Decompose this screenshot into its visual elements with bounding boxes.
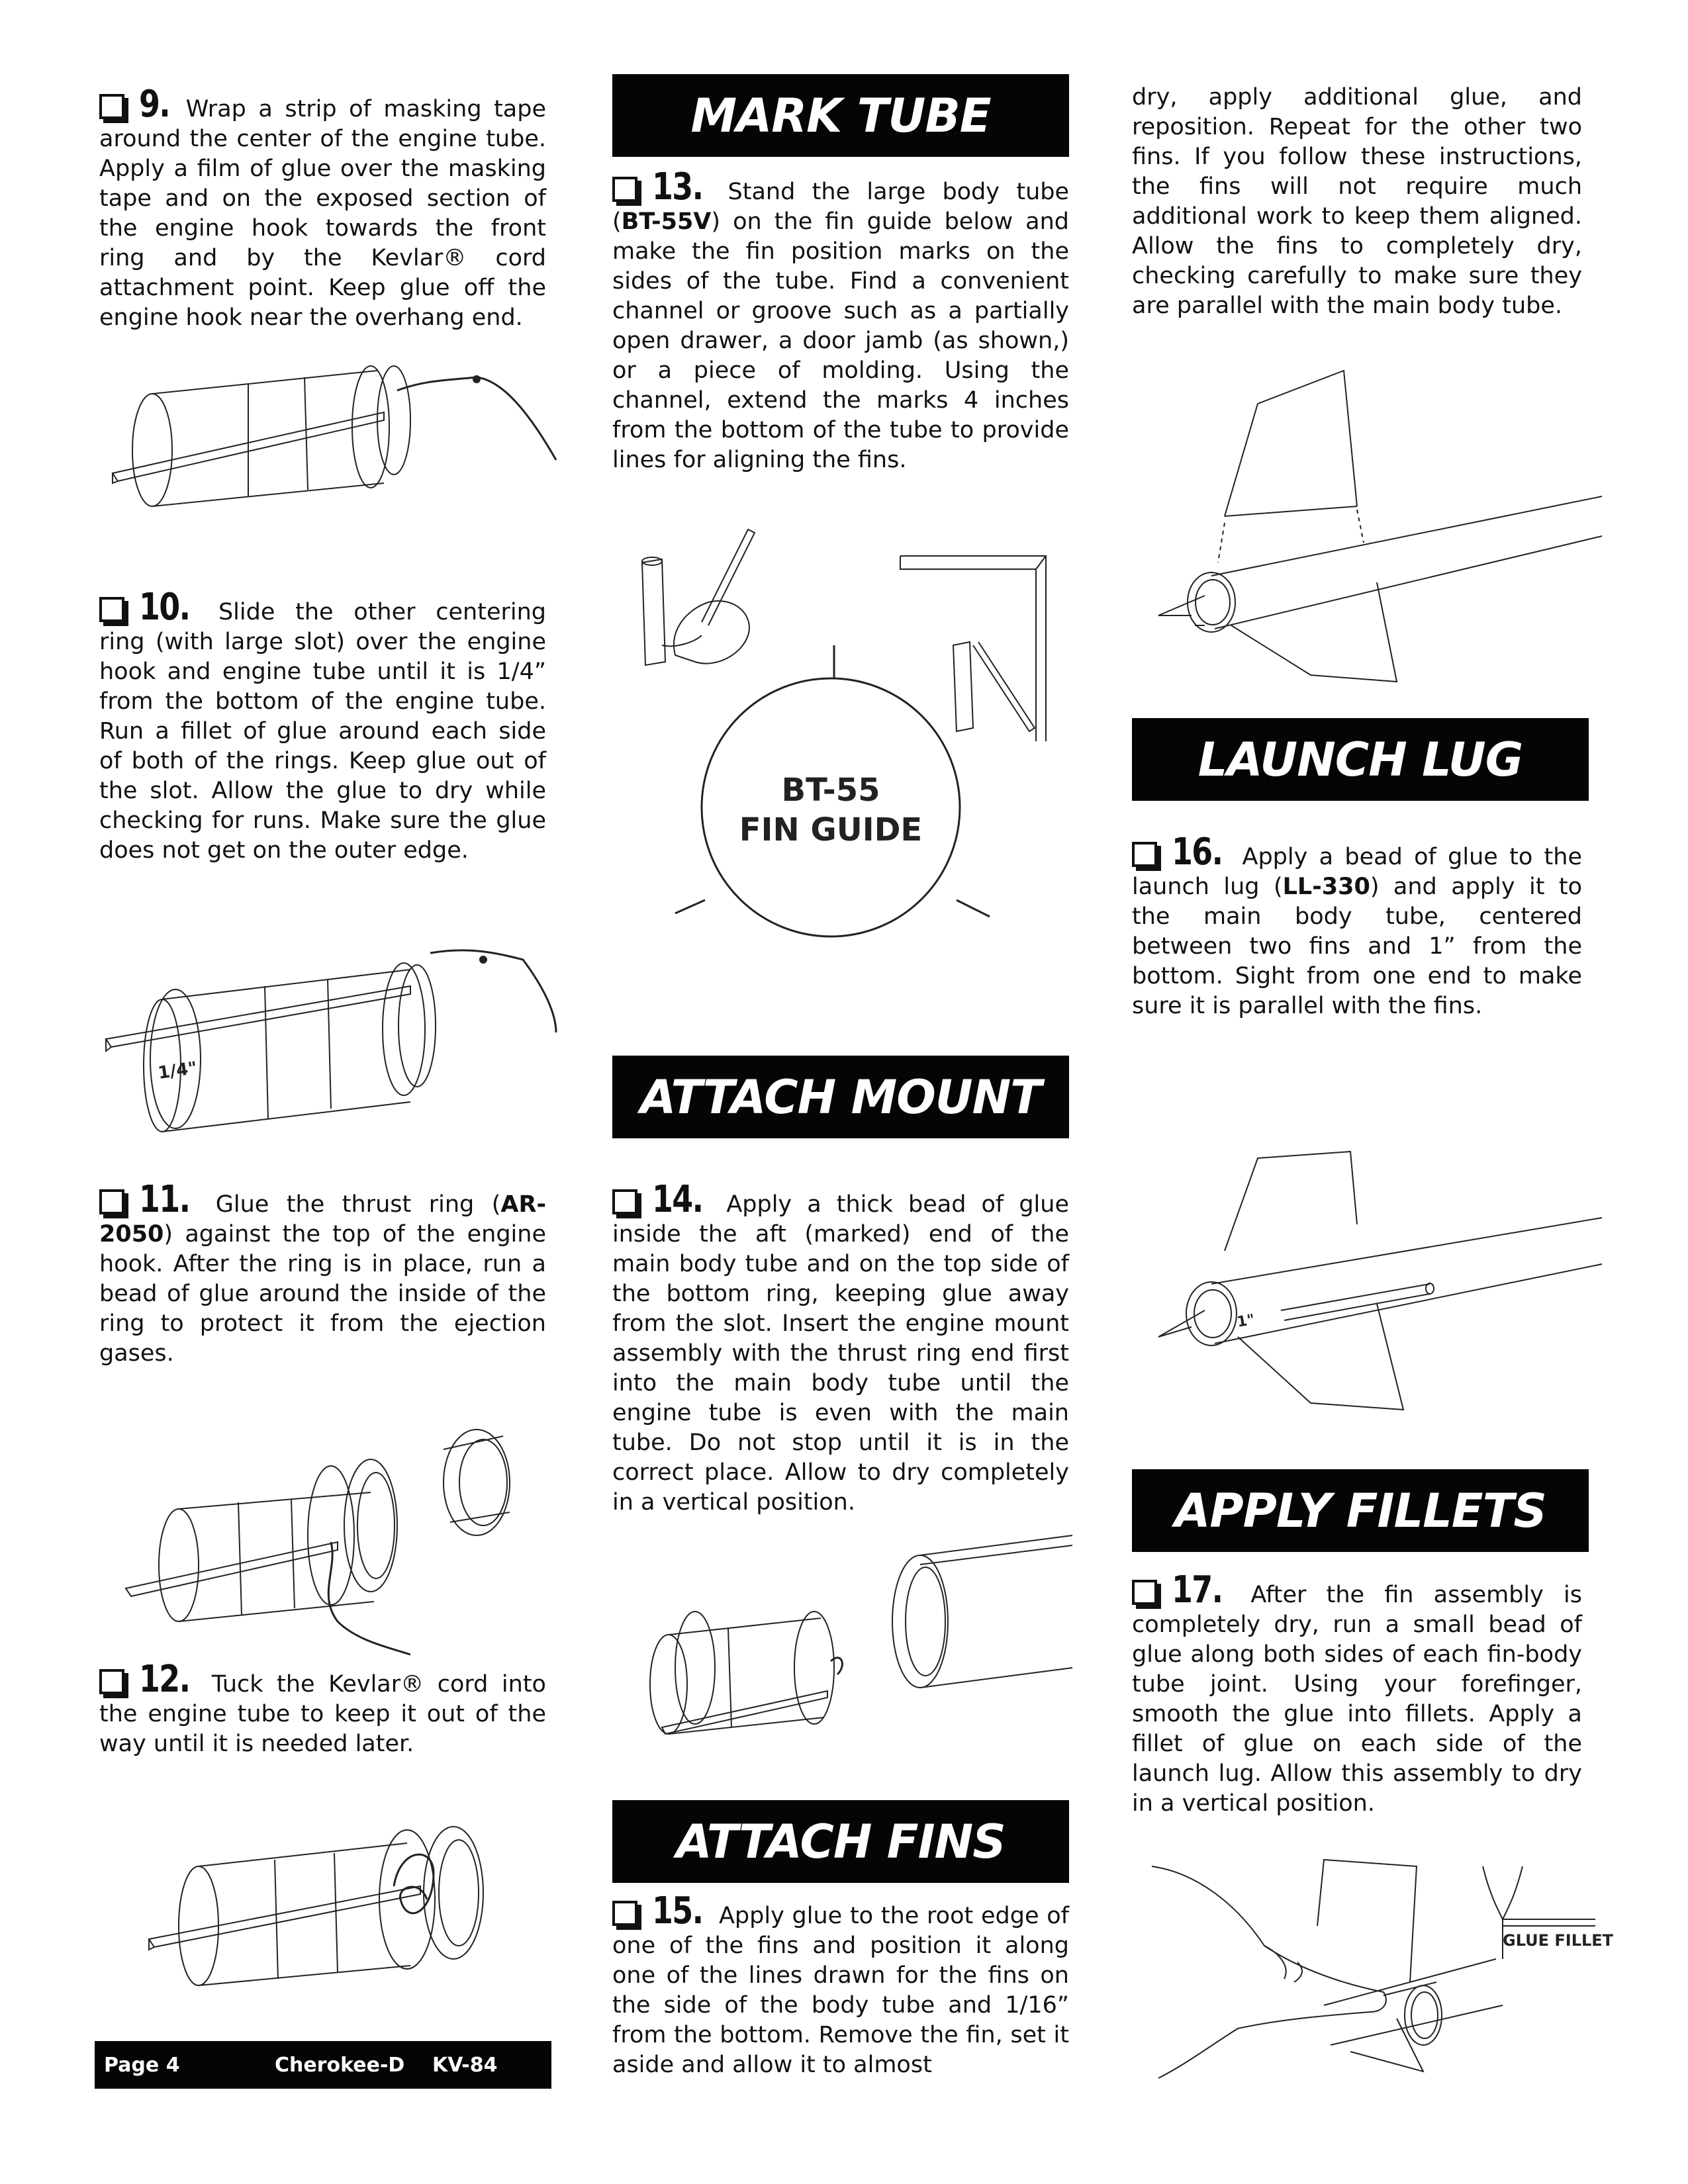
part-number: BT-55V xyxy=(621,208,712,235)
kevlar-tucked-figure xyxy=(142,1807,513,2005)
checkbox-icon[interactable] xyxy=(1132,1580,1157,1605)
glue-fillet-label: GLUE FILLET xyxy=(1503,1931,1614,1950)
banner-launch-lug: LAUNCH LUG xyxy=(1132,718,1589,801)
step-text: Wrap a strip of masking tape around the center of the engine tube. Apply a film of glue over the masking tape and on the exposed section of the engine hook towards the front ring and by the Kevlar® cord attachment point. Keep glue off the engine hook near the overhang end. xyxy=(99,96,546,331)
checkbox-icon[interactable] xyxy=(612,1189,637,1214)
step-9 xyxy=(99,83,546,333)
engine-tube-tape-figure xyxy=(106,354,563,539)
step-number: 9. xyxy=(139,83,170,126)
step-15-continued xyxy=(1132,83,1582,321)
step-number: 17. xyxy=(1172,1569,1223,1612)
checkbox-icon[interactable] xyxy=(99,94,124,119)
step-text: dry, apply additional glue, and reposition. Repeat for the other two fins. If you follow these instructions, the fins will not require much additional work to keep them aligned. Allow the fins to completely dry, checking carefully to make sure they are parallel with the main body tube. xyxy=(1132,84,1582,319)
part-number: AR-2050 xyxy=(99,1191,546,1248)
thrust-ring-figure xyxy=(119,1436,543,1655)
glue-fillet-figure xyxy=(1132,1853,1614,2085)
step-10 xyxy=(99,586,546,866)
step-number: 12. xyxy=(139,1658,190,1701)
kit-code: KV-84 xyxy=(432,2053,498,2077)
one-inch-label: 1" xyxy=(1235,1311,1256,1331)
fin-guide-line1: BT-55 xyxy=(781,772,880,809)
checkbox-icon[interactable] xyxy=(99,1189,124,1214)
step-text: Apply a thick bead of glue inside the aft (marked) end of the main body tube and on the top side of the bottom ring, keeping glue away from the slot. Insert the engine mount assembly with the thrust ring end first into the main body tube until the engine tube is even with the main tube. Do not stop until it is in the correct place. Allow to dry completely in a vertical position. xyxy=(612,1191,1069,1516)
insert-mount-figure xyxy=(642,1549,1072,1747)
step-text-post: ) against the top of the engine hook. After the ring is in place, run a bead of glue around the inside of the ring to protect it from the ejection gases. xyxy=(99,1221,546,1367)
banner-attach-fins: ATTACH FINS xyxy=(612,1800,1069,1883)
fin-guide-figure xyxy=(635,529,1059,979)
step-number: 11. xyxy=(139,1178,190,1221)
centering-ring-figure xyxy=(99,933,563,1145)
step-number: 15. xyxy=(652,1889,703,1933)
step-text: Slide the other centering ring (with large slot) over the engine hook and engine tube until it is 1/4” from the bottom of the engine tube. Run a fillet of glue around each side of both of the rings. Keep glue out of the slot. Allow the glue to dry while checking for runs. Make sure the glue does not get on the outer edge. xyxy=(99,599,546,864)
step-text-post: ) on the fin guide below and make the fin position marks on the sides of the tube. Find a convenient channel or groove such as a partially open drawer, a door jamb (as shown,) or a piece of molding. Using the channel, extend the marks 4 inches from the bottom of the tube to provide lines for aligning the fins. xyxy=(612,208,1069,473)
checkbox-icon[interactable] xyxy=(612,177,637,202)
step-text-pre: Apply a bead of glue to the launch lug ( xyxy=(1132,844,1582,900)
step-text: Apply glue to the root edge of one of the fins and position it along one of the lines drawn for the fins on the side of the body tube and 1/16” from the bottom. Remove the fin, set it aside and allow it to almost xyxy=(612,1903,1069,2078)
step-number: 13. xyxy=(652,165,703,208)
banner-attach-mount: ATTACH MOUNT xyxy=(612,1056,1069,1138)
step-13 xyxy=(612,165,1069,475)
checkbox-icon[interactable] xyxy=(99,1669,124,1694)
step-number: 10. xyxy=(139,586,190,629)
launch-lug-figure xyxy=(1152,1152,1602,1469)
step-11 xyxy=(99,1178,546,1369)
step-number: 16. xyxy=(1172,831,1223,874)
step-17 xyxy=(1132,1569,1582,1819)
page-number: Page 4 xyxy=(104,2053,180,2077)
banner-mark-tube: MARK TUBE xyxy=(612,74,1069,157)
fins-attached-figure xyxy=(1152,364,1602,695)
step-text: Tuck the Kevlar® cord into the engine tube to keep it out of the way until it is needed later. xyxy=(99,1671,546,1757)
page-footer xyxy=(95,2041,551,2089)
quarter-inch-label: 1/4" xyxy=(156,1058,199,1083)
checkbox-icon[interactable] xyxy=(1132,842,1157,867)
checkbox-icon[interactable] xyxy=(612,1901,637,1926)
banner-apply-fillets: APPLY FILLETS xyxy=(1132,1469,1589,1552)
step-15 xyxy=(612,1889,1069,2080)
step-16 xyxy=(1132,831,1582,1021)
step-text-post: ) and apply it to the main body tube, centered between two fins and 1” from the bottom. Sight from one end to make sure it is parallel with the fins. xyxy=(1132,874,1582,1019)
step-14 xyxy=(612,1178,1069,1518)
step-text-pre: Glue the thrust ring ( xyxy=(215,1191,501,1218)
checkbox-icon[interactable] xyxy=(99,597,124,622)
step-12 xyxy=(99,1658,546,1759)
fin-guide-line2: FIN GUIDE xyxy=(739,811,923,848)
part-number: LL-330 xyxy=(1282,874,1370,900)
model-name: Cherokee-D xyxy=(275,2053,405,2077)
step-text-pre: Stand the large body tube ( xyxy=(612,179,1069,235)
step-number: 14. xyxy=(652,1178,703,1221)
step-text: After the fin assembly is completely dry, run a small bead of glue along both sides of each fin-body tube joint. Using your forefinger, smooth the glue into fillets. Apply a fillet of glue on each side of the launch lug. Allow this assembly to dry in a vertical position. xyxy=(1132,1582,1582,1817)
